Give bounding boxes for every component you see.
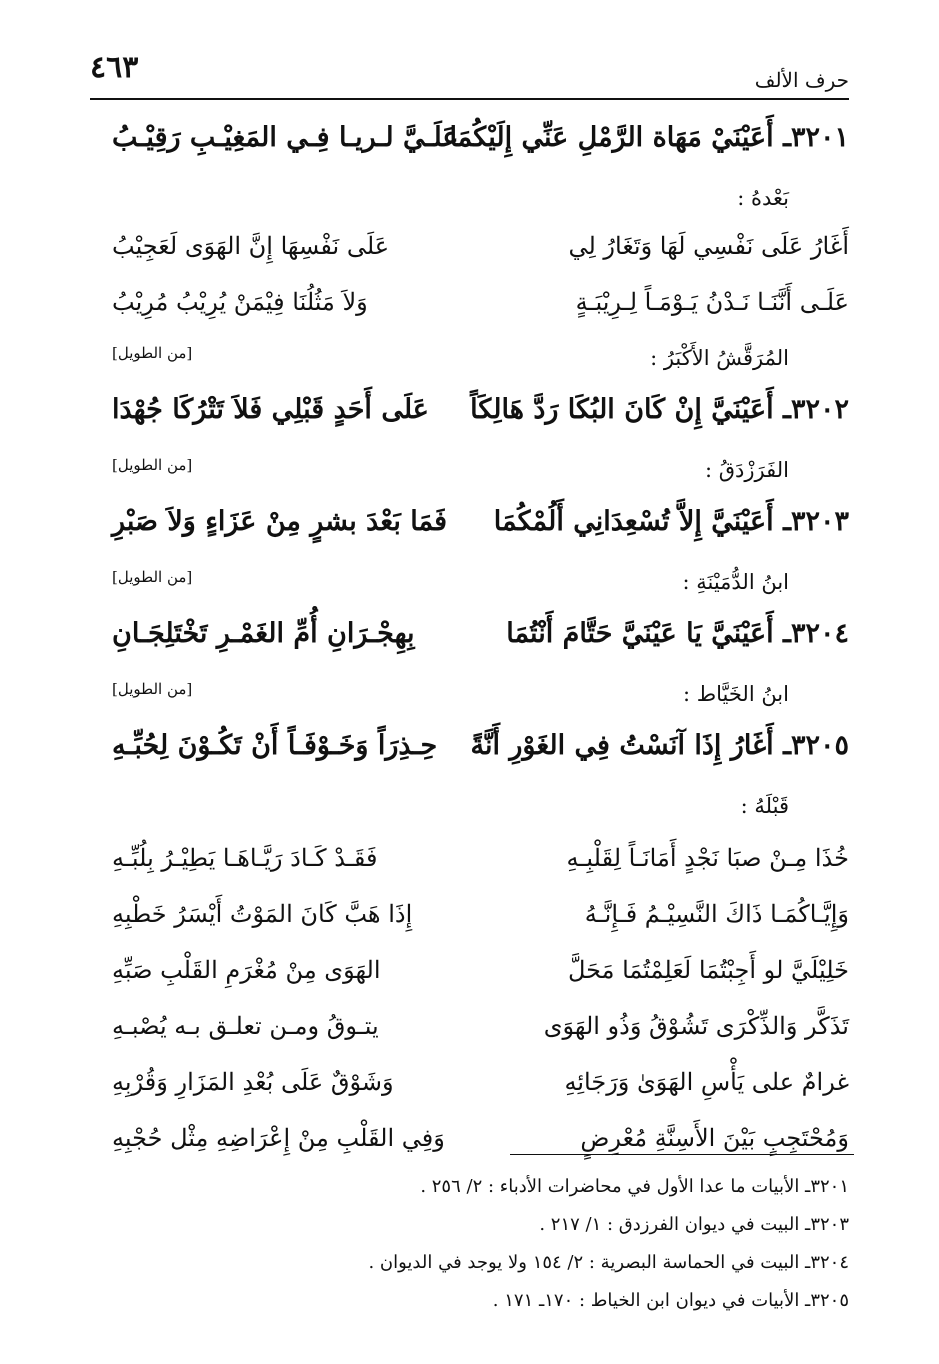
footnote: ٣٢٠٣ـ البيت في ديوان الفرزدق : ١/ ٢١٧ . [539,1214,849,1235]
verse-first-hemistich: خُذَا مِـنْ صبَا نَجْدٍ أَمَانَـاً لِقَلْبِـهِ [566,844,849,872]
page-header [90,44,849,100]
verse-second-hemistich: عَلَـيَّ لـريـا فِـي المَغِيْـبِ رَقِيْـبُ [112,122,459,153]
verse-second-hemistich: وَفِي القَلْبِ مِنْ إِعْرَاضِهِ مِثْل حُجْبِهِ [112,1124,445,1152]
verse-second-hemistich: بِهِجْـرَانِ أُمِّ الغَمْـرِ تَخْتَلِجَـانِ [112,618,415,649]
verse-first-hemistich: وَمُحْتَجِبٍ بَيْنَ الأَسِنَّةِ مُعْرِضٍ [580,1124,849,1152]
verse-second-hemistich: فَقَـدْ كَـادَ رَيَّـاهَـا يَطِيْـرُ بِلُبِّـهِ [112,844,378,872]
verse-first-hemistich: أَغَارُ عَلَى نَفْسِي لَهَا وَتَغَارُ لِي [568,232,849,260]
poet-name: المُرَقَّشُ الأَكْبَرُ : [650,346,789,370]
verse-first-hemistich: غرامٌ على يَأْسِ الهَوَىٰ وَرَجَائِهِ [564,1068,849,1096]
verse-second-hemistich: حِـذِرَاً وَخَـوْفَـاً أَنْ تَكُـوْنَ لِحُبِّـهِ [112,730,438,761]
poet-line [112,780,849,832]
verse-row [112,944,849,1000]
verse-second-hemistich: فَمَا بَعْدَ بشرٍ مِنْ عَزَاءٍ وَلاَ صَبْرِ [112,506,447,537]
verse-row [112,1056,849,1112]
poet-name: قَبْلَهُ : [740,794,789,818]
verse-row [112,888,849,944]
verse-row [112,1112,849,1168]
footnote: ٣٢٠٤ـ البيت في الحماسة البصرية : ٢/ ١٥٤ ولا يوجد في الديوان . [368,1252,849,1273]
footnote: ٣٢٠٥ـ الأبيات في ديوان ابن الخياط : ١٧٠ـ ١٧١ . [492,1290,849,1311]
poet-name: ابنُ الدُّمَيْنَةِ : [682,570,789,594]
verse-first-hemistich: ٣٢٠٣ـ أَعَيْنَيَّ إِلاَّ تُسْعِدَانِي أَلُمْكُمَا [493,506,849,537]
verse-second-hemistich: إِذَا هَبَّ كَانَ المَوْتُ أَيْسَرُ خَطْبِهِ [112,900,413,928]
meter-label: [من الطويل] [112,344,193,362]
poet-name: ابنُ الخَيَّاط : [682,682,789,706]
poet-line [112,668,849,720]
verse-second-hemistich: يتـوقُ ومـن تعلـق بـه يُصْبـهِ [112,1012,379,1040]
verse-row [112,220,849,276]
verse-first-hemistich: تَذَكَّر وَالذِّكْرَى تَشُوْقُ وَذُو الهَوَى [543,1012,849,1040]
verse-3201 [112,112,849,172]
verse-3203 [112,496,849,556]
verse-second-hemistich: عَلَى نَفْسِهَا إِنَّ الهَوَى لَعَجِيْبُ [112,232,390,260]
verse-first-hemistich: ٣٢٠٤ـ أَعَيْنَيَّ يَا عَيْنَيَّ حَتَّامَ أَنْتُمَا [506,618,849,649]
footnotes [90,1168,849,1320]
verse-row [112,276,849,332]
verse-first-hemistich: ٣٢٠٥ـ أَغَارُ إِذَا آنَسْتُ فِي الغَوْرِ أَنَّةً [470,730,849,761]
meter-label: [من الطويل] [112,680,193,698]
verse-second-hemistich: عَلَى أَحَدٍ قَبْلِي فَلاَ تَتْرُكَا جُهْدَا [112,394,429,425]
poet-line [112,332,849,384]
verse-3205 [112,720,849,780]
poet-line [112,556,849,608]
footnote: ٣٢٠١ـ الأبيات ما عدا الأول في محاضرات الأدباء : ٢/ ٢٥٦ . [420,1176,849,1197]
verse-second-hemistich: وَشَوْقٌ عَلَى بُعْدِ المَزَارِ وَقُرْبِهِ [112,1068,394,1096]
poet-name: الفَرَزْدَقُ : [705,458,789,482]
verse-second-hemistich: الهَوَى مِنْ مُغْرَمِ القَلْبِ صَبِّهِ [112,956,381,984]
verse-first-hemistich: ٣٢٠٢ـ أَعَيْنَيَّ إِنْ كَانَ البُكَا رَدَّ هَالِكَاً [470,394,849,425]
verse-row [112,832,849,888]
verse-first-hemistich: ٣٢٠١ـ أَعَيْنَيْ مَهَاة الرَّمْلِ عَنِّي إِلَيْكُمَا [449,122,849,153]
meter-label: [من الطويل] [112,568,193,586]
poetry-content [112,112,849,1168]
poet-name: بَعْدهُ : [737,186,789,210]
verse-3202 [112,384,849,444]
footnote-divider [510,1154,854,1155]
meter-label: [من الطويل] [112,456,193,474]
section-title: حرف الألف [754,68,849,92]
page-number: ٤٦٣ [90,50,139,85]
verse-first-hemistich: خَلِيْلَيَّ لو أَجِبْتُمَا لَعَلِمْتُمَا مَحَلَّ [567,956,849,984]
verse-3204 [112,608,849,668]
poet-line [112,172,849,220]
verse-first-hemistich: عَلَـى أَنَّنَـا نَـدْنُ يَـوْمَـاً لِـرِيْبَـةٍ [575,288,849,316]
poet-line [112,444,849,496]
verse-first-hemistich: وَإِيَّـاكُمَـا ذَاكَ النَّسِيْـمُ فَـإِنَّـهُ [584,900,849,928]
verse-second-hemistich: وَلاَ مَثُلُنَا فِيْمَنْ يُرِيْبُ مُرِيْبُ [112,288,368,316]
verse-row [112,1000,849,1056]
